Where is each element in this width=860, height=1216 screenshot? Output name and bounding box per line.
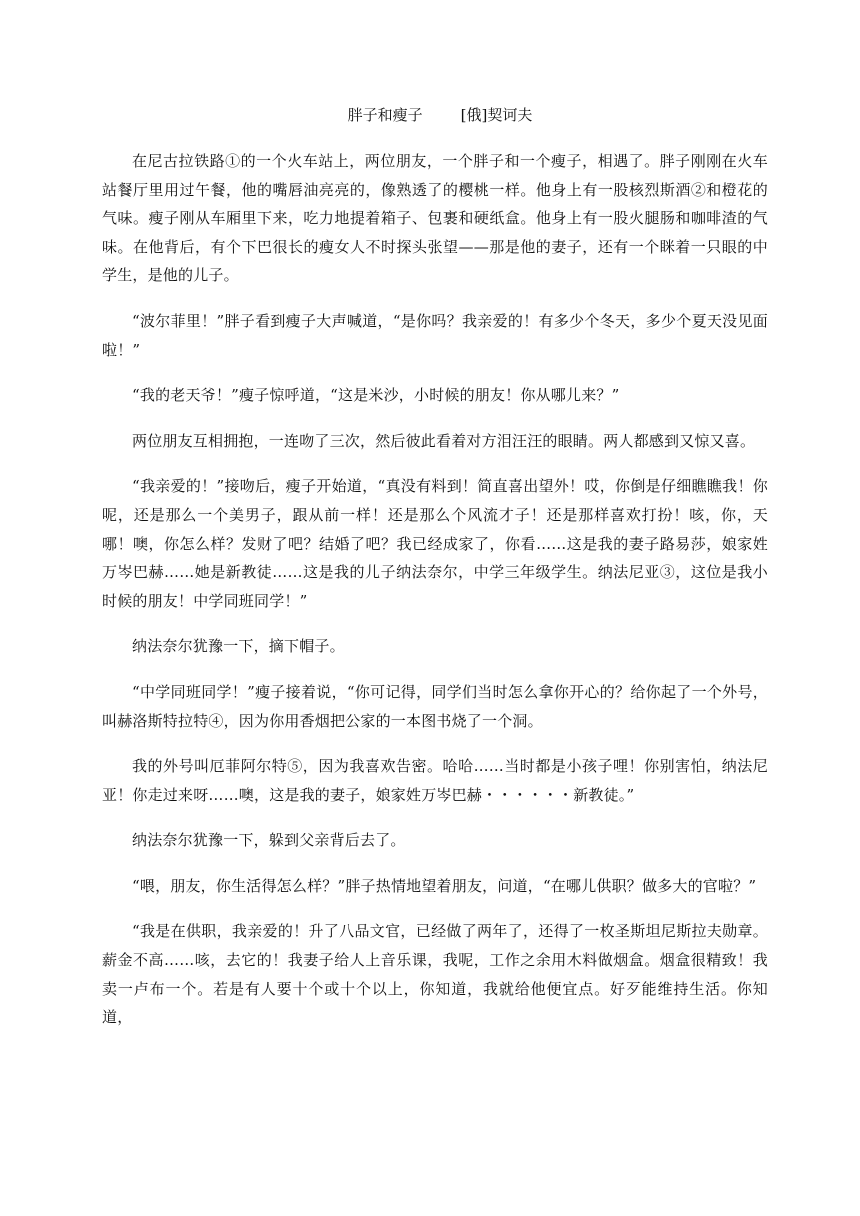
paragraph: “我的老天爷！”瘦子惊呼道，“这是米沙，小时候的朋友！你从哪儿来？”	[132, 386, 620, 405]
paragraph: “波尔菲里！”胖子看到瘦子大声喊道，“是你吗？我亲爱的！有多少个冬天，多少个夏天没见面啦！”	[102, 311, 768, 359]
paragraph: “我是在供职，我亲爱的！升了八品文官，已经做了两年了，还得了一枚圣斯坦尼斯拉夫勋章。薪金不高……咳，去它的！我妻子给人上音乐课，我呢，工作之余用木料做烟盒。烟盒很精致！我卖一卢布一个。若是有人要十个或十个以上，你知道，我就给他便宜点。好歹能维持生活。你知道，	[102, 922, 768, 1027]
paragraph: 纳法奈尔犹豫一下，摘下帽子。	[132, 637, 345, 656]
paragraph: 纳法奈尔犹豫一下，躲到父亲背后去了。	[132, 831, 406, 850]
paragraph: “喂，朋友，你生活得怎么样？”胖子热情地望着朋友，问道，“在哪儿供职？做多大的官啦？”	[132, 876, 757, 895]
paragraph: 我的外号叫厄菲阿尔特⑤，因为我喜欢告密。哈哈……当时都是小孩子哩！你别害怕，纳法尼亚！你走过来呀……噢，这是我的妻子，娘家姓万岑巴赫・・・・・・新教徒。”	[102, 757, 768, 804]
paragraph: “中学同班同学！”瘦子接着说，“你可记得，同学们当时怎么拿你开心的？给你起了一个外号，叫赫洛斯特拉特④，因为你用香烟把公家的一本图书烧了一个洞。	[102, 682, 768, 730]
paragraph: “我亲爱的！”接吻后，瘦子开始道，“真没有料到！简直喜出望外！哎，你倒是仔细瞧瞧我！你呢，还是那么一个美男子，跟从前一样！还是那么个风流才子！还是那样喜欢打扮！咳，你，天哪！噢，你怎么样？发财了吧？结婚了吧？我已经成家了，你看……这是我的妻子路易莎，娘家姓万岑巴赫……她是新教徒……这是我的儿子纳法奈尔，中学三年级学生。纳法尼亚③，这位是我小时候的朋友！中学同班同学！”	[102, 477, 768, 610]
paragraph: 在尼古拉铁路①的一个火车站上，两位朋友，一个胖子和一个瘦子，相遇了。胖子刚刚在火车站餐厅里用过午餐，他的嘴唇油亮亮的，像熟透了的樱桃一样。他身上有一股核烈斯酒②和橙花的气味。瘦子刚从车厢里下来，吃力地提着箱子、包裹和硬纸盒。他身上有一股火腿肠和咖啡渣的气味。在他背后，有个下巴很长的瘦女人不时探头张望——那是他的妻子，还有一个眯着一只眼的中学生，是他的儿子。	[102, 152, 768, 285]
title-line	[102, 103, 768, 127]
story-title: 胖子和瘦子	[347, 106, 423, 124]
story-author: [俄]契诃夫	[460, 106, 533, 124]
paragraph: 两位朋友互相拥抱，一连吻了三次，然后彼此看着对方泪汪汪的眼睛。两人都感到又惊又喜。	[132, 431, 756, 450]
